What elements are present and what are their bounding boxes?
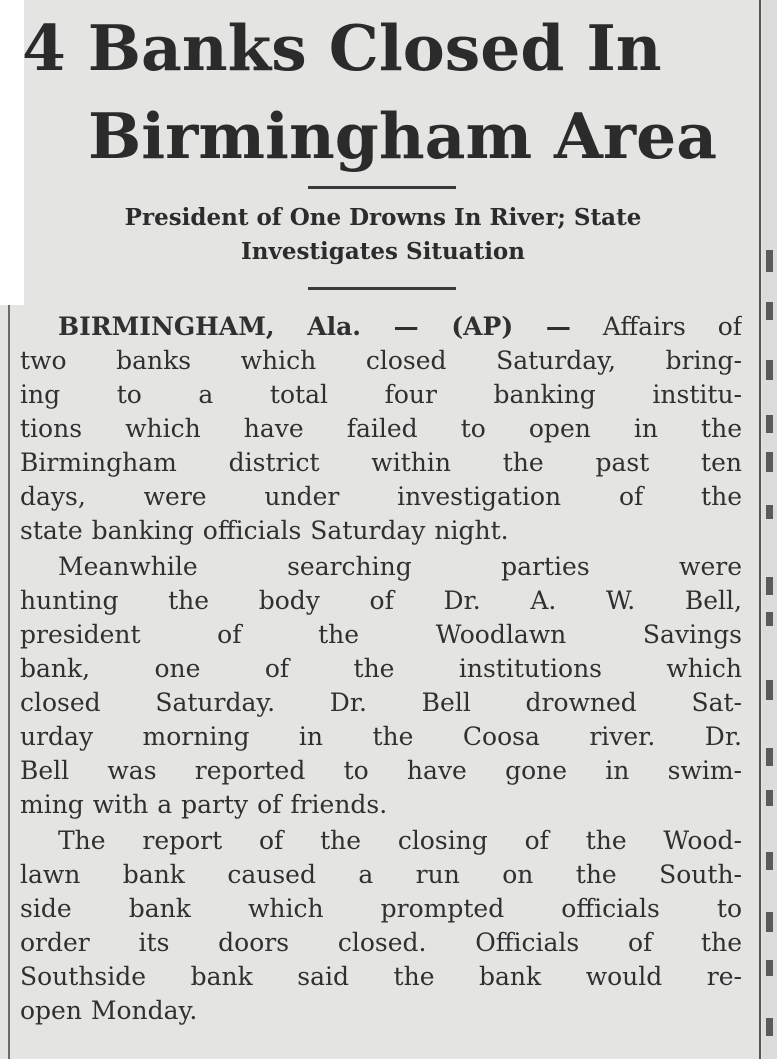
paragraph-line: hunting the body of Dr. A. W. Bell, bbox=[20, 586, 742, 615]
paragraph-line: Bell was reported to have gone in swim- bbox=[20, 756, 742, 785]
paragraph-line: The report of the closing of the Wood- bbox=[58, 826, 742, 855]
dateline: BIRMINGHAM, Ala. — (AP) — bbox=[58, 312, 571, 341]
paragraph-2 bbox=[20, 550, 742, 822]
paragraph-line: bank, one of the institutions which bbox=[20, 654, 742, 683]
paragraph-line: state banking officials Saturday night. bbox=[20, 516, 509, 545]
paragraph-line: Meanwhile searching parties were bbox=[58, 552, 742, 581]
paragraph-line: side bank which prompted officials to bbox=[20, 894, 742, 923]
column-rule-left bbox=[8, 305, 10, 1059]
headline bbox=[22, 4, 750, 180]
adjacent-column-fragment bbox=[762, 0, 777, 1059]
paragraph-3 bbox=[20, 824, 742, 1028]
scan-blank-margin bbox=[0, 0, 24, 305]
column-rule-right bbox=[759, 0, 761, 1059]
paragraph-line: Birmingham district within the past ten bbox=[20, 448, 742, 477]
paragraph-line: BIRMINGHAM, Ala. — (AP) — Affairs of bbox=[58, 312, 742, 341]
paragraph-line: two banks which closed Saturday, bring- bbox=[20, 346, 742, 375]
paragraph-line: closed Saturday. Dr. Bell drowned Sat- bbox=[20, 688, 742, 717]
headline-line-2: Birmingham Area bbox=[88, 99, 718, 173]
paragraph-line: open Monday. bbox=[20, 996, 198, 1025]
paragraph-line: tions which have failed to open in the bbox=[20, 414, 742, 443]
subheadline bbox=[22, 201, 744, 269]
article-body bbox=[20, 310, 742, 1030]
paragraph-line: president of the Woodlawn Savings bbox=[20, 620, 742, 649]
paragraph-line: lawn bank caused a run on the South- bbox=[20, 860, 742, 889]
paragraph-line: order its doors closed. Officials of the bbox=[20, 928, 742, 957]
subheadline-line-2: Investigates Situation bbox=[240, 238, 525, 265]
paragraph-line: Southside bank said the bank would re- bbox=[20, 962, 742, 991]
paragraph-line: urday morning in the Coosa river. Dr. bbox=[20, 722, 742, 751]
paragraph-1 bbox=[20, 310, 742, 548]
headline-rule-top bbox=[308, 186, 456, 189]
paragraph-line: days, were under investigation of the bbox=[20, 482, 742, 511]
subheadline-line-1: President of One Drowns In River; State bbox=[124, 204, 642, 231]
paragraph-line: ming with a party of friends. bbox=[20, 790, 388, 819]
headline-rule-bottom bbox=[308, 287, 456, 290]
paragraph-line: ing to a total four banking institu- bbox=[20, 380, 742, 409]
headline-line-1: 4 Banks Closed In bbox=[22, 11, 662, 85]
